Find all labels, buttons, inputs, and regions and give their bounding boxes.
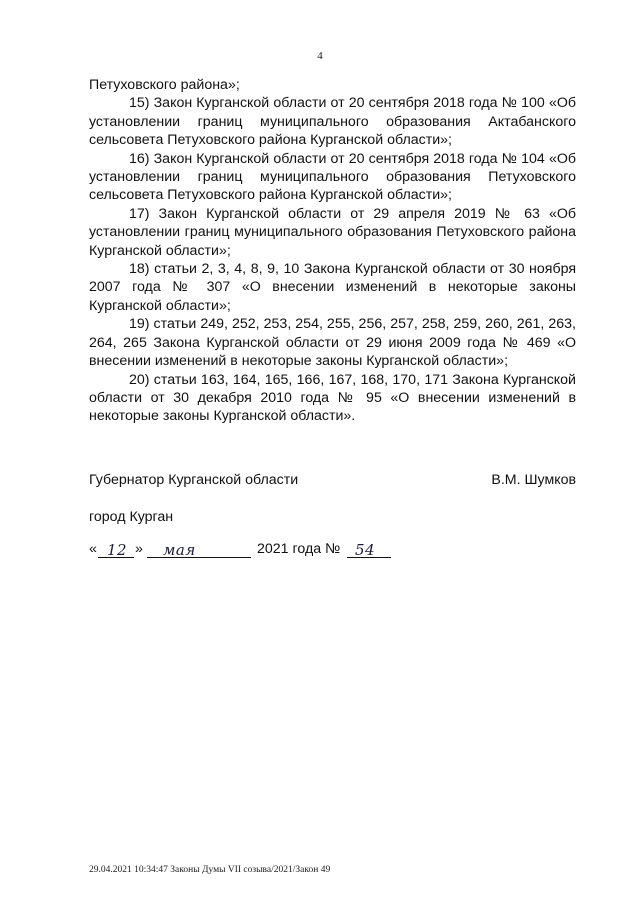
- date-quote-close: »: [135, 541, 143, 557]
- list-item-20: 20) статьи 163, 164, 165, 166, 167, 168, 170, 171 Закона Курганской области от 30 декабря 2010 года № 95 «О внесении изменений в некоторые законы Курганской области».: [89, 371, 576, 425]
- date-quote-open: «: [89, 541, 97, 557]
- handwritten-day: 12: [107, 541, 128, 559]
- list-item-16: 16) Закон Курганской области от 20 сентября 2018 года № 104 «Об установлении границ муниципального образования Петуховского сельсовета Петуховского района Курганской области»;: [89, 150, 576, 204]
- document-body: [89, 76, 576, 426]
- handwritten-month: мая: [163, 541, 196, 559]
- list-item-15: 15) Закон Курганской области от 20 сентября 2018 года № 100 «Об установлении границ муниципального образования Актабанского сельсовета Петуховского района Курганской области»;: [89, 95, 576, 149]
- year-text: 2021 года №: [257, 541, 341, 557]
- list-item-18: 18) статьи 2, 3, 4, 8, 9, 10 Закона Курганской области от 30 ноября 2007 года № 307 «О внесении изменений в некоторые законы Курганской области»;: [89, 261, 576, 314]
- page-number: 4: [317, 50, 323, 62]
- paragraph-continuation: Петуховского района»;: [89, 77, 240, 93]
- city-line: город Курган: [89, 509, 174, 525]
- signatory-name: В.М. Шумков: [491, 472, 576, 488]
- handwritten-number: 54: [355, 541, 376, 559]
- list-item-17: 17) Закон Курганской области от 29 апреля 2019 № 63 «Об установлении границ муниципального образования Петуховского района Курганской области»;: [89, 205, 576, 259]
- list-item-19: 19) статьи 249, 252, 253, 254, 255, 256, 257, 258, 259, 260, 261, 263, 264, 265 Закона Курганской области от 29 июня 2009 года № 469 «О внесении изменений в некоторые законы Курганской области»;: [89, 316, 576, 370]
- signatory-title: Губернатор Курганской области: [89, 472, 299, 488]
- footer-note: 29.04.2021 10:34:47 Законы Думы VII созыва/2021/Закон 49: [89, 865, 331, 875]
